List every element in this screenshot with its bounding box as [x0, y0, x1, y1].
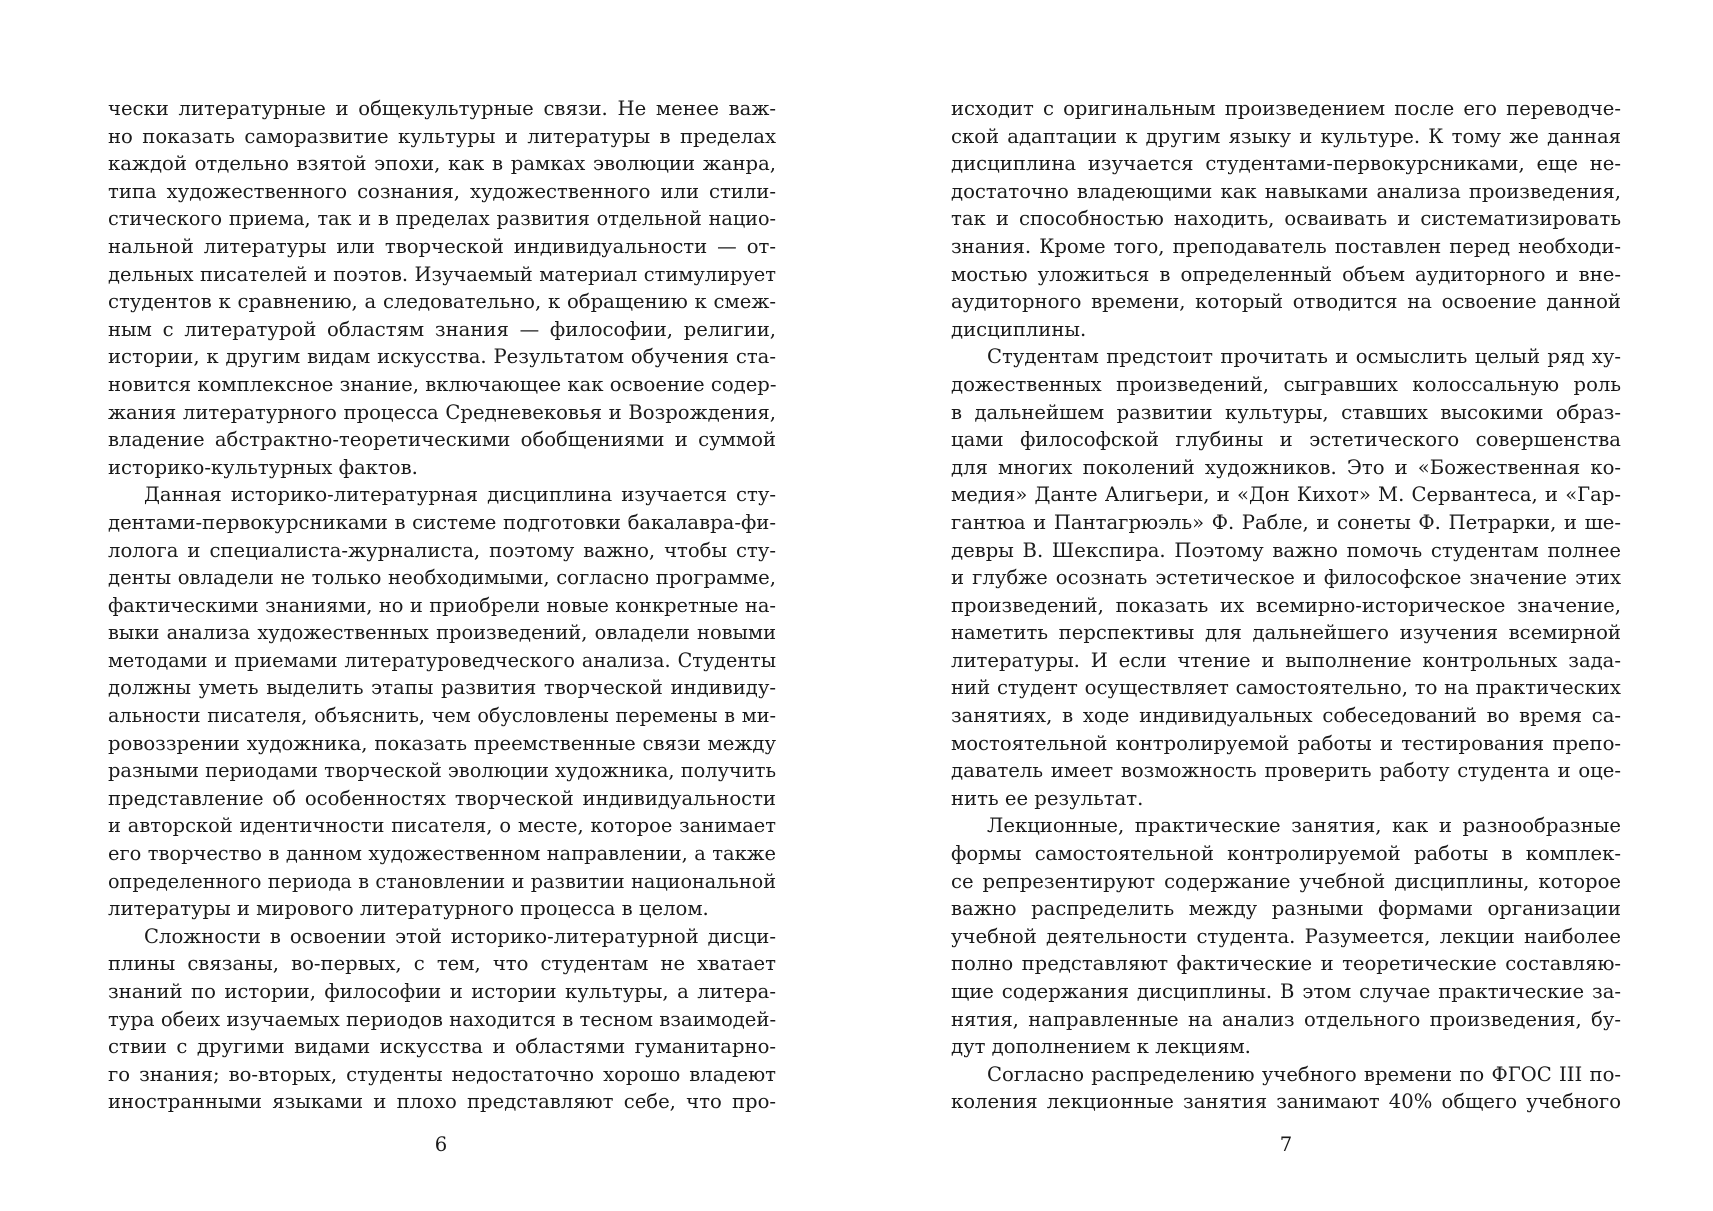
right-page-number: 7 [1279, 1133, 1293, 1156]
text-line: лолога и специалиста-журналиста, поэтому важно, чтобы сту- [108, 538, 776, 562]
text-line: нятия, направленные на анализ отдельного произведения, бу- [951, 1007, 1621, 1031]
text-line: исходит с оригинальным произведением после его переводче- [951, 97, 1621, 120]
text-line: денты овладели не только необходимыми, согласно программе, [108, 566, 776, 590]
text-line: ровоззрении художника, показать преемственные связи между [108, 731, 776, 755]
text-line: Сложности в освоении этой историко-литературной дисци- [144, 924, 776, 948]
text-line: его творчество в данном художественном направлении, а также [108, 842, 776, 866]
text-line: каждой отдельно взятой эпохи, как в рамках эволюции жанра, [108, 152, 776, 176]
text-line: формы самостоятельной контролируемой работы в комплек- [951, 842, 1621, 866]
text-line: должны уметь выделить этапы развития творческой индивиду- [108, 676, 776, 700]
text-line: представление об особенностях творческой индивидуальности [108, 786, 776, 810]
text-line: занятиях, в ходе индивидуальных собеседований во время са- [951, 704, 1621, 728]
text-line: студентов к сравнению, а следовательно, к обращению к смеж- [108, 290, 776, 314]
text-line: ской адаптации к другим языку и культуре. К тому же данная [951, 124, 1621, 148]
text-line: аудиторного времени, который отводится на освоение данной [951, 290, 1621, 314]
text-line: мостью уложиться в определенный объем аудиторного и вне- [951, 262, 1621, 286]
text-line: и авторской идентичности писателя, о месте, которое занимает [108, 814, 776, 838]
text-line: медия» Данте Алигьери, и «Дон Кихот» М. Сервантеса, и «Гар- [951, 483, 1621, 507]
left-page-text [108, 95, 776, 1175]
text-line: дентами-первокурсниками в системе подготовки бакалавра-фи- [108, 510, 776, 534]
text-line: новится комплексное знание, включающее как освоение содер- [108, 372, 776, 396]
text-line: нальной литературы или творческой индивидуальности — от- [108, 234, 776, 258]
text-line: альности писателя, объяснить, чем обусловлены перемены в ми- [108, 704, 776, 728]
text-line: истории, к другим видам искусства. Результатом обучения ста- [108, 345, 776, 369]
text-line: ний студент осуществляет самостоятельно, то на практических [951, 676, 1621, 700]
text-line: владение абстрактно-теоретическими обобщениями и суммой [108, 428, 776, 452]
text-line: учебной деятельности студента. Разумеется, лекции наиболее [951, 924, 1621, 948]
text-line: Студентам предстоит прочитать и осмыслить целый ряд ху- [987, 345, 1621, 369]
text-line: стического приема, так и в пределах развития отдельной нацио- [108, 207, 776, 231]
text-line: иностранными языками и плохо представляют себе, что про- [108, 1090, 776, 1114]
text-line: дисциплина изучается студентами-первокурсниками, еще не- [951, 152, 1621, 176]
text-line: в дальнейшем развитии культуры, ставших высокими образ- [951, 400, 1621, 424]
text-line: методами и приемами литературоведческого анализа. Студенты [108, 648, 776, 672]
text-line: чески литературные и общекультурные связи. Не менее важ- [108, 97, 776, 120]
text-line: важно распределить между разными формами организации [951, 897, 1621, 921]
text-line: типа художественного сознания, художественного или стили- [108, 179, 776, 203]
text-line: историко-культурных фактов. [108, 455, 418, 479]
text-line: мостоятельной контролируемой работы и тестирования препо- [951, 731, 1621, 755]
text-line: плины связаны, во-первых, с тем, что студентам не хватает [108, 952, 776, 976]
text-line: и глубже осознать эстетическое и философское значение этих [951, 566, 1621, 590]
text-line: Лекционные, практические занятия, как и разнообразные [987, 814, 1621, 838]
text-line: цами философской глубины и эстетического совершенства [951, 428, 1621, 452]
text-line: дут дополнением к лекциям. [951, 1035, 1251, 1059]
text-line: нить ее результат. [951, 786, 1144, 810]
text-line: тура обеих изучаемых периодов находится в тесном взаимодей- [108, 1007, 776, 1031]
text-line: дисциплины. [951, 317, 1087, 341]
text-line: щие содержания дисциплины. В этом случае практические за- [951, 980, 1621, 1003]
text-line: дожественных произведений, сыгравших колоссальную роль [951, 372, 1621, 396]
text-line: наметить перспективы для дальнейшего изучения всемирной [951, 621, 1621, 645]
text-line: выки анализа художественных произведений, овладели новыми [108, 621, 776, 645]
text-line: но показать саморазвитие культуры и литературы в пределах [108, 124, 776, 148]
text-line: дельных писателей и поэтов. Изучаемый материал стимулирует [108, 262, 776, 286]
text-line: для многих поколений художников. Это и «Божественная ко- [951, 455, 1621, 479]
text-line: ным с литературой областям знания — философии, религии, [108, 317, 776, 341]
text-line: девры В. Шекспира. Поэтому важно помочь студентам полнее [951, 538, 1621, 562]
text-line: го знания; во-вторых, студенты недостаточно хорошо владеют [108, 1062, 776, 1086]
left-page-number: 6 [434, 1133, 448, 1156]
text-line: се репрезентируют содержание учебной дисциплины, которое [951, 869, 1621, 893]
text-line: достаточно владеющими как навыками анализа произведения, [951, 179, 1621, 203]
text-line: так и способностью находить, осваивать и систематизировать [951, 207, 1621, 231]
text-line: Данная историко-литературная дисциплина изучается сту- [144, 483, 776, 507]
text-line: Согласно распределению учебного времени по ФГОС III по- [987, 1062, 1621, 1086]
text-line: разными периодами творческой эволюции художника, получить [108, 759, 776, 783]
right-page-text [951, 95, 1621, 1175]
text-line: даватель имеет возможность проверить работу студента и оце- [951, 759, 1621, 783]
text-line: определенного периода в становлении и развитии национальной [108, 869, 776, 893]
text-line: гантюа и Пантагрюэль» Ф. Рабле, и сонеты Ф. Петрарки, и ше- [951, 510, 1621, 534]
text-line: коления лекционные занятия занимают 40% общего учебного [951, 1090, 1621, 1114]
text-line: жания литературного процесса Средневековья и Возрождения, [108, 400, 776, 424]
text-line: литературы. И если чтение и выполнение контрольных зада- [951, 648, 1621, 672]
text-line: полно представляют фактические и теоретические составляю- [951, 952, 1621, 976]
text-line: знания. Кроме того, преподаватель поставлен перед необходи- [951, 234, 1621, 258]
text-line: произведений, показать их всемирно-историческое значение, [951, 593, 1621, 617]
text-line: знаний по истории, философии и истории культуры, а литера- [108, 980, 776, 1003]
text-line: фактическими знаниями, но и приобрели новые конкретные на- [108, 593, 776, 617]
text-line: ствии с другими видами искусства и областями гуманитарно- [108, 1035, 776, 1059]
text-line: литературы и мирового литературного процесса в целом. [108, 897, 709, 921]
